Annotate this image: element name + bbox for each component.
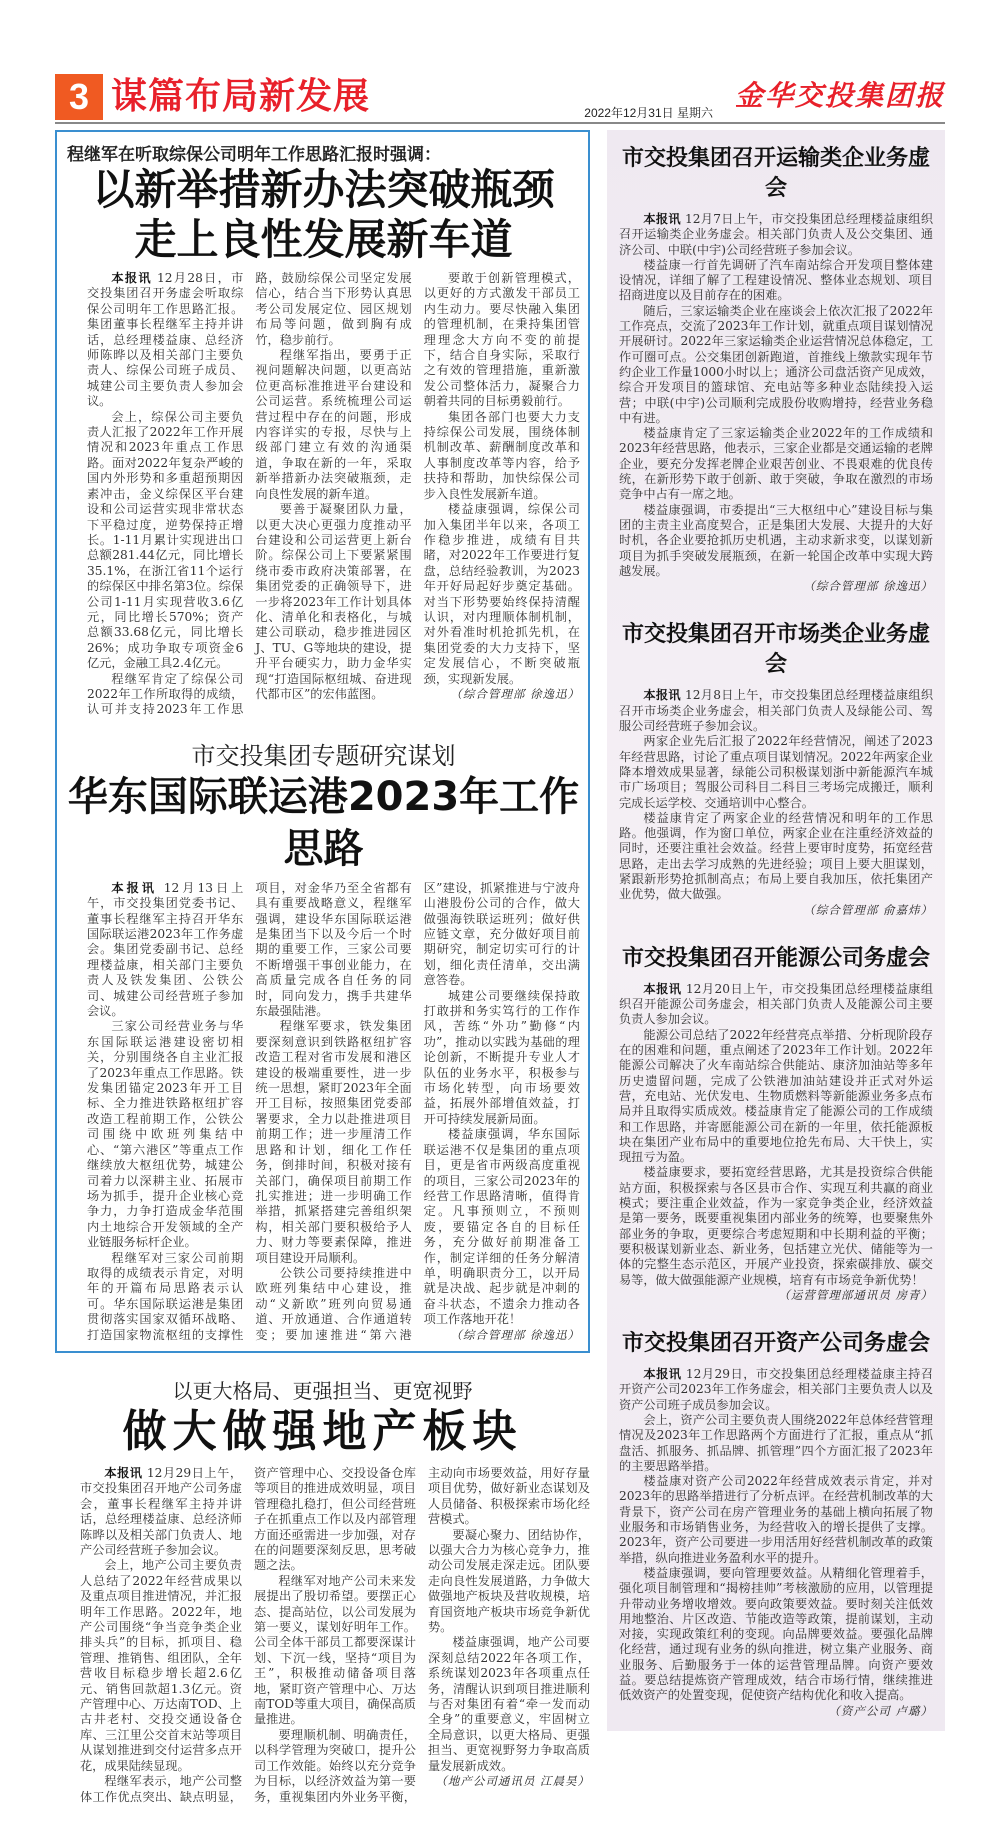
- dateline-lead: 本报讯: [111, 271, 152, 285]
- paragraph-text: 随后，三家运输类企业在座谈会上依次汇报了2022年工作亮点，交流了2023年工作计划，就重点项目谋划情况开展研讨。2022年三家运输类企业运营情况总体稳定，工作可圈可点。公交集团创新跑道，首推线上缴款实现年节约企业工作量1000小时以上；通济公司盘活资产见成效，综合开发项目的篮球馆、充电站等多种业态陆续投入运营；中联(中宇)公司顺利完成股份收购增持，经营业务稳中有进。: [619, 303, 933, 425]
- article-paragraph: [87, 271, 243, 410]
- byline: （运营管理部通讯员 房青）: [778, 1287, 933, 1302]
- article-paragraph: [424, 1127, 580, 1327]
- paragraph-text: 程继军对三家公司前期取得的成绩表示肯定，对明年的开篇布局思路表示认可。华东国际联运港是集团贯彻落实国家双循环战略、打造国家物流枢纽的支撑性项目，对金华乃至全省都有具有重要战略意义，程继军强调，建设华东国际联运港是集团当下以及今后一个时期的重要工作，三家公司要不断增强干事创业能力，在高质量完成各自任务的同时，同向发力，携手共建华东最强陆港。: [87, 880, 412, 1342]
- dateline-lead: 本报讯: [643, 1367, 682, 1382]
- paragraph-text: 楼益康一行首先调研了汽车南站综合开发项目整体建设情况，详细了解了工程建设情况、整体业态规划、项目招商进度以及目前存在的困难。: [619, 257, 933, 303]
- article-paragraph: [255, 348, 411, 502]
- article-1-kicker: 程继军在听取综保公司明年工作思路汇报时强调：: [67, 145, 441, 165]
- article-3-kicker: 以更大格局、更强担当、更宽视野: [172, 1378, 473, 1403]
- article-1-title-line-1: 以新举措新办法突破瓶颈: [92, 165, 555, 214]
- paragraph-text: 要敢于创新管理模式，以更好的方式激发干部员工内生动力。要尽快融入集团的管理机制，在秉持集团管理理念大方向不变的前提下，结合自身实际，采取行之有效的管理措施，重新激发公司整体活力，凝聚合力朝着共同的目标勇毅前行。: [423, 271, 580, 409]
- dateline-lead: 本报讯: [643, 212, 681, 226]
- article-2-title: 华东国际联运港2023年工作思路: [67, 773, 580, 872]
- paragraph-text: 楼益康强调，地产公司要深刻总结2022年各项工作，系统谋划2023年各项重点任务，清醒认识到项目推进顺利与否对集团有着“牵一发而动全身”的重要意义，牢固树立全局意识，以更大格局、更强担当、更宽视野努力争取高质量发展新成效。: [428, 1635, 590, 1773]
- paragraph-text: 要凝心聚力、团结协作，以强大合力为核心竞争力，推动公司发展走深走远。团队要走向良性发展道路，力争做大做强地产板块及营收规模，培育国资地产板块市场竞争新优势。: [428, 1527, 590, 1635]
- article-paragraph: [255, 1019, 411, 1266]
- byline: （综合管理部 徐逸迅）: [450, 686, 580, 701]
- article-paragraph: [428, 1528, 590, 1636]
- article-paragraph: [619, 1413, 933, 1474]
- paragraph-text: 要理顺机制、明确责任，以科学管理为突破口，提升公司工作效能。始终以充分竞争为目标，以经济效益为第一要务，重视集团内外业务平衡，主动向市场要效益，用好存量项目优势，做好新业态谋划及人员储备、积极探索市场化经营模式。: [254, 1465, 590, 1804]
- article-paragraph: [428, 1635, 590, 1774]
- paragraph-text: 城建公司要继续保持敢打敢拼和务实笃行的工作作风，苦练“外功”勤修“内功”，推动以实践为基础的理论创新，不断提升专业人才队伍的业务水平，积极参与市场化转型，向市场要效益，拓展外部增值效益，打开可持续发展新局面。: [423, 988, 580, 1126]
- paragraph-text: 三家公司经营业务与华东国际联运港建设密切相关，分别围绕各自主业汇报了2023年重点工作思路。铁发集团锚定2023年开工目标、全力推进铁路枢纽扩容改造工程前期工作，公铁公司围绕中欧班列集结中心、“第六港区”等重点工作继续放大枢纽优势，城建公司着力以深耕主业、拓展市场为抓手，提升企业核心竞争力，力争打造成金华范围内土地综合开发领域的全产业链服务标杆企业。: [87, 1019, 244, 1250]
- paragraph-text: 12月13日上午，市交投集团党委书记、董事长程继军主持召开华东国际联运港2023年工作务虚会。集团党委副书记、总经理楼益康，相关部门主要负责人及铁发集团、公铁公司、城建公司经营班子参加会议。: [87, 880, 244, 1019]
- paragraph-text: 会上，地产公司主要负责人总结了2022年经营成果以及重点项目推进情况，并汇报明年工作思路。2022年，地产公司围绕“争当竞争类企业排头兵”的目标，抓项目、稳管理、推销售、组团队，全年营收目标稳步增长超2.6亿元、销售回款超1.3亿元。资产管理中心、万达南TOD、上古井老村、交投交通设备仓库、三江里公交首末站等项目从谋划推进到交付运营多点开花，成果陆续显现。: [80, 1558, 242, 1773]
- issue-date: 2022年12月31日 星期六: [584, 106, 713, 120]
- dateline-lead: 本报讯: [111, 880, 157, 895]
- article-paragraph: [619, 304, 933, 426]
- paragraph-text: 程继军表示，地产公司整体工作优点突出、缺点明显，资产管理中心、交投设备仓库等项目的推进成效明显，项目管理稳扎稳打，但公司经营班子在抓重点工作以及内部管理方面还亟需进一步加强，对存在的问题要深刻反思，思考破题之法。: [80, 1465, 416, 1804]
- byline: （地产公司通讯员 江晨昊）: [435, 1774, 590, 1789]
- paragraph-text: 12月20日上午，市交投集团总经理楼益康组织召开能源公司务虚会，相关部门负责人及能源公司主要负责人参加会议。: [619, 981, 934, 1027]
- paragraph-text: 程继军肯定了综保公司2022年工作所取得的成绩，认可并支持2023年工作思路，鼓励综保公司坚定发展信心，结合当下形势认真思考公司发展定位、园区规划布局等问题，做到胸有成竹，稳步前行。: [87, 271, 412, 717]
- paragraph-text: 要善于凝聚团队力量，以更大决心更强力度推动平台建设和公司运营更上新台阶。综保公司上下要紧紧围绕市委市政府决策部署，在集团党委的正确领导下，进一步将2023年工作计划具体化、清单化和表格化，与城建公司联动，稳步推进园区J、TU、G等地块的建设，提升平台硬实力，助力金华实现“打造国际枢纽城、奋进现代都市区”的宏伟蓝图。: [255, 502, 412, 701]
- dateline-lead: 本报讯: [104, 1465, 143, 1480]
- article-paragraph: [619, 503, 933, 579]
- paragraph-text: 楼益康强调，市委提出“三大枢纽中心”建设目标与集团的主责主业高度契合，正是集团大发展、大提升的大好时机，各企业要抢抓历史机遇，主动求新求变，以谋划新项目为抓手突破发展瓶颈，在新一轮国企改革中实现大跨越发展。: [619, 502, 933, 578]
- masthead-logo: 金华交投集团报: [734, 79, 945, 112]
- side-article-2-body: [619, 688, 933, 917]
- side-article-1-body: [619, 212, 933, 594]
- featured-box: [55, 130, 590, 1353]
- paragraph-text: 12月8日上午，市交投集团总经理楼益康组织召开市场类企业务虚会，相关部门负责人及绿能公司、驾服公司经营班子参加会议。: [619, 688, 934, 734]
- article-paragraph: [619, 982, 933, 1028]
- paragraph-text: 楼益康肯定了两家企业的经营情况和明年的工作思路。他强调，作为窗口单位，两家企业在注重经济效益的同时，还要注重社会效益。经营上要审时度势，拓宽经营思路，走出去学习成熟的先进经验；项目上要大胆谋划，紧跟新形势抢抓制高点；布局上要自我加压，依托集团产业优势，做大做强。: [619, 810, 933, 902]
- article-paragraph: [619, 1165, 933, 1287]
- article-paragraph: [424, 410, 580, 502]
- paragraph-text: 能源公司总结了2022年经营亮点举措、分析现阶段存在的困难和问题，重点阐述了2023年工作计划。2022年能源公司解决了火车南站综合供能站、康济加油站等多年历史遗留问题，完成了公铁港加油站建设并正式对外运营，充电站、光伏发电、生物质燃料等新能源业务多点布局并且取得实质成效。楼益康肯定了能源公司的工作成绩和工作思路，并寄愿能源公司在新的一年里，依托能源板块在集团产业布局中的重要地位抢先布局、大干快上，实现扭亏为盈。: [619, 1027, 933, 1165]
- side-column: [607, 130, 945, 1731]
- paragraph-text: 程继军指出，要勇于正视问题解决问题，以更高站位更高标准推进平台建设和公司运营。系统梳理公司运营过程中存在的问题，形成内容详实的专报，尽快与上级部门建立有效的沟通渠道，争取在新的一年，采取新举措新办法突破瓶颈，走向良性发展的新车道。: [255, 348, 412, 501]
- article-paragraph: [619, 212, 933, 258]
- paragraph-text: 12月29日上午，市交投集团召开地产公司务虚会，董事长程继军主持并讲话，总经理楼益康、总经济师陈晔以及相关部门负责人、地产公司经营班子参加会议。: [80, 1465, 243, 1557]
- paragraph-text: 会上，综保公司主要负责人汇报了2022年工作开展情况和2023年重点工作思路。面对2022年复杂严峻的国内外形势和多重超预期因素冲击，金义综保区平台建设和公司运营实现非常状态下平稳过度，逆势保持正增长。1-11月累计实现进出口总额281.44亿元，同比增长35.1%，在浙江省11个运行的综保区中排名第3位。综保公司1-11月实现营收3.6亿元，同比增长570%；资产总额33.68亿元，同比增长26%；成功争取专项资金6亿元，金融工具2.4亿元。: [87, 409, 244, 671]
- paragraph-text: 12月28日，市交投集团召开务虚会听取综保公司明年工作思路汇报。集团董事长程继军主持并讲话，总经理楼益康、总经济师陈晔以及相关部门主要负责人、综保公司班子成员、城建公司主要负责人参加会议。: [87, 271, 244, 409]
- article-1-body: [67, 271, 580, 718]
- article-paragraph: [87, 410, 243, 672]
- paragraph-text: 楼益康对资产公司2022年经营成效表示肯定，并对2023年的思路举措进行了分析点评。在经营机制改革的大背景下，资产公司在房产管理业务的基础上横向拓展了物业服务和市场销售业务，为经营收入的增长提供了支撑。2023年，资产公司要进一步用活用好经营机制改革的政策举措，纵向推进业务盈利水平的提升。: [619, 1474, 933, 1565]
- article-paragraph: [424, 502, 580, 687]
- dateline-lead: 本报讯: [643, 981, 682, 996]
- article-paragraph: [619, 1474, 933, 1566]
- byline: （综合管理部 徐逸迅）: [803, 579, 933, 594]
- side-article-3-body: [619, 982, 933, 1303]
- article-paragraph: [424, 271, 580, 410]
- article-3-title: 做大做强地产板块: [122, 1405, 523, 1457]
- article-paragraph: [619, 811, 933, 903]
- section-title: 谋篇布局新发展: [111, 76, 371, 117]
- page-content: [55, 130, 945, 1845]
- article-paragraph: [619, 1367, 933, 1413]
- side-article-3-title: 市交投集团召开能源公司务虚会: [621, 945, 930, 971]
- article-paragraph: [255, 502, 411, 702]
- side-article-4-body: [619, 1367, 933, 1719]
- article-paragraph: [619, 1028, 933, 1166]
- article-paragraph: [424, 989, 580, 1128]
- article-paragraph: [619, 688, 933, 734]
- page-header: [55, 72, 945, 124]
- paragraph-text: 两家企业先后汇报了2022年经营情况，阐述了2023年经营思路，讨论了重点项目谋划情况。2022年两家企业降本增效成果显著，绿能公司积极谋划浙中新能源汽车城市广场项目；驾服公司科目二科目三考场完成搬迁，顺利完成长运学校、交通培训中心整合。: [619, 734, 933, 810]
- paragraph-text: 程继军要求，铁发集团要深刻意识到铁路枢纽扩容改造工程对省市发展和港区建设的极端重要性，进一步统一思想，紧盯2023年全面开工目标，按照集团党委部署要求，全力以赴推进项目前期工作；进一步厘清工作思路和计划，细化工作任务，倒排时间，积极对接有关部门，确保项目前期工作扎实推进；进一步明确工作举措，抓紧搭建完善组织架构，相关部门要积极给予人力、财力等要素保障，推进项目建设开局顺利。: [255, 1019, 412, 1265]
- side-article-1-title: 市交投集团召开运输类企业务虚会: [621, 146, 930, 201]
- article-paragraph: [87, 1019, 243, 1250]
- article-paragraph: [80, 1558, 242, 1774]
- byline: （综合管理部 俞嘉炜）: [803, 902, 933, 917]
- side-article-4-title: 市交投集团召开资产公司务虚会: [621, 1331, 930, 1357]
- paragraph-text: 楼益康肯定了三家运输类企业2022年的工作成绩和2023年经营思路，他表示，三家企业都是交通运输的老牌企业，要充分发挥老牌企业艰苦创业、不畏艰难的优良传统，在新形势下敢于创新、敢于突破，争取在激烈的市场竞争中占有一席之地。: [619, 426, 933, 502]
- article-paragraph: [619, 1566, 933, 1704]
- article-paragraph: [254, 1574, 416, 1728]
- paragraph-text: 12月7日上午，市交投集团总经理楼益康组织召开运输类企业务虚会。相关部门负责人及公交集团、通济公司、中联(中宇)公司经营班子参加会议。: [619, 212, 934, 257]
- side-article-2-title: 市交投集团召开市场类企业务虚会: [621, 622, 930, 678]
- article-1-title-line-2: 走上良性发展新车道: [134, 215, 513, 264]
- paragraph-text: 程继军对地产公司未来发展提出了殷切希望。要摆正心态、提高站位，以公司发展为第一要义，谋划好明年工作。公司全体干部员工都要深谋计划、下沉一线，坚持“项目为王”，积极推动储备项目落地，紧盯资产管理中心、万达南TOD等重大项目，确保高质量推进。: [254, 1573, 416, 1727]
- article-paragraph: [619, 426, 933, 502]
- byline: （资产公司 卢璐）: [828, 1703, 933, 1718]
- main-column: [55, 130, 590, 1805]
- article-paragraph: [87, 881, 243, 1020]
- paragraph-text: 楼益康强调，要向管理要效益。从精细化管理着手，强化项目制管理和“揭榜挂帅”考核激励的应用，以管理提升带动业务增收增效。要向政策要效益。要时刻关注低效用地整治、片区改造、节能改造等政策，提前谋划，主动对接，实现政策红利的变现。向品牌要效益。要强化品牌化经营，通过现有业务的纵向推进，树立集产业服务、商业服务、后勤服务于一体的运营管理品牌。向资产要效益。要总结提炼资产管理成效，结合市场行情，继续推进低效资产的处置变现，促使资产结构优化和收入提高。: [619, 1565, 933, 1703]
- paragraph-text: 楼益康强调，华东国际联运港不仅是集团的重点项目，更是省市两级高度重视的项目，三家公司2023年的经营工作思路清晰，值得肯定。凡事预则立，不预则废，要锚定各自的目标任务，充分做好前期准备工作，制定详细的任务分解清单，明确职责分工，以开局就是决战、起步就是冲刺的奋斗状态，不遗余力推动各项工作落地开花！: [423, 1127, 580, 1327]
- article-3-body: [55, 1466, 590, 1805]
- byline: （综合管理部 徐逸迅）: [450, 1327, 580, 1342]
- paragraph-text: 公铁公司要持续推进中欧班列集结中心建设，推动“义新欧”班列向贸易通道、开放通道、合作通道转变；要加速推进“第六港区”建设，抓紧推进与宁波舟山港股份公司的合作，做大做强海铁联运班列；做好供应链文章，充分做好项目前期研究，制定切实可行的计划，细化责任清单，交出满意答卷。: [255, 880, 580, 1342]
- paragraph-text: 12月29日，市交投集团总经理楼益康主持召开资产公司2023年工作务虚会，相关部门主要负责人以及资产公司班子成员参加会议。: [619, 1367, 934, 1412]
- article-paragraph: [619, 734, 933, 810]
- page-number: 3: [55, 74, 103, 120]
- article-paragraph: [80, 1466, 242, 1558]
- dateline-lead: 本报讯: [643, 688, 681, 703]
- paragraph-text: 集团各部门也要大力支持综保公司发展，围绕体制机制改革、薪酬制度改革和人事制度改革等内容，给予扶持和帮助，加快综保公司步入良性发展新车道。: [423, 409, 580, 501]
- article-paragraph: [619, 258, 933, 304]
- article-2-kicker: 市交投集团专题研究谋划: [191, 741, 456, 770]
- paragraph-text: 楼益康要求，要拓宽经营思路，尤其是投资综合供能站方面，积极探索与各区县市合作、实现互利共赢的商业模式；要注重企业效益，作为一家竞争类企业，经济效益是第一要务，既要重视集团内部业务的统筹，也要聚焦外部业务的争取，更要综合考虑短期和中长期利益的平衡；要积极谋划新业态、新业务，包括建立光伏、储能等为一体的完整生态示范区，开展产业投资，探索碳排放、碳交易等，做大做强能源产业规模，培育有市场竞争新优势！: [619, 1165, 933, 1287]
- article-2-body: [67, 881, 580, 1343]
- paragraph-text: 会上，资产公司主要负责人围绕2022年总体经营管理情况及2023年工作思路两个方面进行了汇报，重点从“抓盘活、抓服务、抓品牌、抓管理”四个方面汇报了2023年的主要思路举措。: [619, 1413, 933, 1473]
- paragraph-text: 楼益康强调，综保公司加入集团半年以来，各项工作稳步推进，成绩有目共睹，对2022年工作要进行复盘，总结经验教训，为2023年开好局起好步奠定基础。对当下形势要始终保持清醒认识，对内理顺体制机制，对外看准时机抢抓先机，在集团党委的大力支持下，坚定发展信心，不断突破瓶颈，实现新发展。: [423, 502, 580, 686]
